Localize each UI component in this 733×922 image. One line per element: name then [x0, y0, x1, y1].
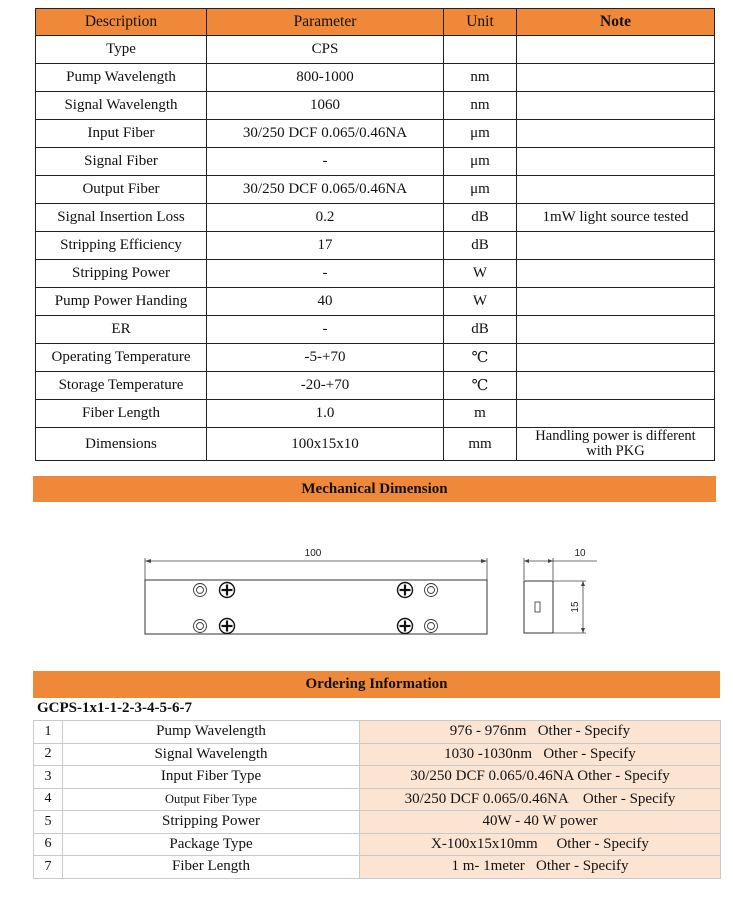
row-description: ER [36, 316, 207, 344]
option-value: 30/250 DCF 0.065/0.46NA Other - Specify [360, 788, 721, 811]
ordering-table [33, 720, 721, 879]
arrow-head [581, 581, 585, 586]
option-name: Pump Wavelength [63, 721, 360, 744]
row-note [517, 428, 715, 461]
table-row [36, 232, 715, 260]
row-parameter: - [207, 316, 444, 344]
header-parameter: Parameter [207, 9, 444, 36]
screw-icon [398, 619, 413, 634]
table-row [34, 721, 721, 744]
row-description: Output Fiber [36, 176, 207, 204]
row-note [517, 316, 715, 344]
table-row [36, 64, 715, 92]
arrow-head [524, 559, 529, 563]
header-unit: Unit [444, 9, 517, 36]
option-value: 1030 -1030nm Other - Specify [360, 743, 721, 766]
row-description: Signal Wavelength [36, 92, 207, 120]
table-row [36, 344, 715, 372]
row-unit [444, 36, 517, 64]
table-row [34, 856, 721, 879]
row-parameter: - [207, 260, 444, 288]
row-parameter: - [207, 148, 444, 176]
row-description: Pump Power Handing [36, 288, 207, 316]
row-unit: μm [444, 120, 517, 148]
option-value: 976 - 976nm Other - Specify [360, 721, 721, 744]
table-row [36, 176, 715, 204]
arrow-head [481, 559, 487, 563]
row-note [517, 372, 715, 400]
row-unit: m [444, 400, 517, 428]
row-description: Type [36, 36, 207, 64]
fiber-port [535, 602, 540, 612]
row-unit: nm [444, 64, 517, 92]
option-name: Output Fiber Type [63, 788, 360, 811]
table-row [36, 316, 715, 344]
row-note [517, 64, 715, 92]
row-parameter: 30/250 DCF 0.065/0.46NA [207, 120, 444, 148]
row-parameter: 100x15x10 [207, 428, 444, 461]
table-row [34, 766, 721, 789]
option-number: 2 [34, 743, 63, 766]
option-value: X-100x15x10mm Other - Specify [360, 833, 721, 856]
table-row [34, 833, 721, 856]
table-row [36, 92, 715, 120]
row-note [517, 148, 715, 176]
row-parameter: 800-1000 [207, 64, 444, 92]
table-row [36, 120, 715, 148]
row-parameter: CPS [207, 36, 444, 64]
table-row [34, 811, 721, 834]
table-row [36, 148, 715, 176]
option-number: 3 [34, 766, 63, 789]
row-note [517, 400, 715, 428]
row-description: Dimensions [36, 428, 207, 461]
row-description: Stripping Power [36, 260, 207, 288]
table-row [36, 260, 715, 288]
spec-table [35, 8, 715, 461]
note-line: with PKG [586, 443, 645, 459]
row-description: Signal Insertion Loss [36, 204, 207, 232]
option-name: Signal Wavelength [63, 743, 360, 766]
option-number: 7 [34, 856, 63, 879]
row-parameter: 0.2 [207, 204, 444, 232]
row-parameter: -20-+70 [207, 372, 444, 400]
row-description: Storage Temperature [36, 372, 207, 400]
row-parameter: -5-+70 [207, 344, 444, 372]
row-note: 1mW light source tested [517, 204, 715, 232]
option-number: 1 [34, 721, 63, 744]
row-description: Signal Fiber [36, 148, 207, 176]
row-description: Input Fiber [36, 120, 207, 148]
row-unit: dB [444, 204, 517, 232]
option-name: Stripping Power [63, 811, 360, 834]
row-note [517, 232, 715, 260]
option-value: 30/250 DCF 0.065/0.46NA Other - Specify [360, 766, 721, 789]
option-name: Input Fiber Type [63, 766, 360, 789]
arrow-head [145, 559, 151, 563]
table-row [36, 36, 715, 64]
row-unit: mm [444, 428, 517, 461]
ordering-information-title: Ordering Information [33, 671, 720, 698]
row-unit: dB [444, 232, 517, 260]
row-unit: W [444, 288, 517, 316]
row-unit: nm [444, 92, 517, 120]
arrow-head [548, 559, 553, 563]
row-unit: μm [444, 148, 517, 176]
row-note [517, 92, 715, 120]
table-row [36, 288, 715, 316]
row-note [517, 288, 715, 316]
screw-icon [220, 619, 235, 634]
mechanical-drawing [0, 520, 733, 660]
row-note [517, 120, 715, 148]
row-note [517, 176, 715, 204]
arrow-head [581, 628, 585, 633]
table-row [36, 400, 715, 428]
row-parameter: 17 [207, 232, 444, 260]
header-description: Description [36, 9, 207, 36]
mechanical-dimension-title: Mechanical Dimension [33, 476, 716, 502]
screw-icon [398, 583, 413, 598]
option-name: Fiber Length [63, 856, 360, 879]
row-unit: ℃ [444, 372, 517, 400]
row-description: Stripping Efficiency [36, 232, 207, 260]
row-parameter: 30/250 DCF 0.065/0.46NA [207, 176, 444, 204]
row-note [517, 36, 715, 64]
table-row [34, 788, 721, 811]
row-description: Fiber Length [36, 400, 207, 428]
length-dimension-label: 100 [304, 548, 322, 559]
note-line: Handling power is different [535, 428, 696, 444]
row-unit: dB [444, 316, 517, 344]
row-unit: W [444, 260, 517, 288]
option-number: 4 [34, 788, 63, 811]
screw-icon [220, 583, 235, 598]
option-name: Package Type [63, 833, 360, 856]
spec-header-row [36, 9, 715, 36]
model-code: GCPS-1x1-1-2-3-4-5-6-7 [37, 700, 192, 716]
height-dimension-label: 15 [570, 601, 581, 613]
header-note: Note [517, 9, 715, 36]
row-note [517, 260, 715, 288]
row-note [517, 344, 715, 372]
option-value: 1 m- 1meter Other - Specify [360, 856, 721, 879]
row-parameter: 1060 [207, 92, 444, 120]
depth-dimension-label: 10 [574, 548, 586, 559]
row-unit: μm [444, 176, 517, 204]
option-value: 40W - 40 W power [360, 811, 721, 834]
row-description: Pump Wavelength [36, 64, 207, 92]
option-number: 6 [34, 833, 63, 856]
table-row [34, 743, 721, 766]
table-row [36, 372, 715, 400]
row-unit: ℃ [444, 344, 517, 372]
row-parameter: 1.0 [207, 400, 444, 428]
table-row [36, 428, 715, 461]
row-description: Operating Temperature [36, 344, 207, 372]
option-number: 5 [34, 811, 63, 834]
table-row [36, 204, 715, 232]
row-parameter: 40 [207, 288, 444, 316]
